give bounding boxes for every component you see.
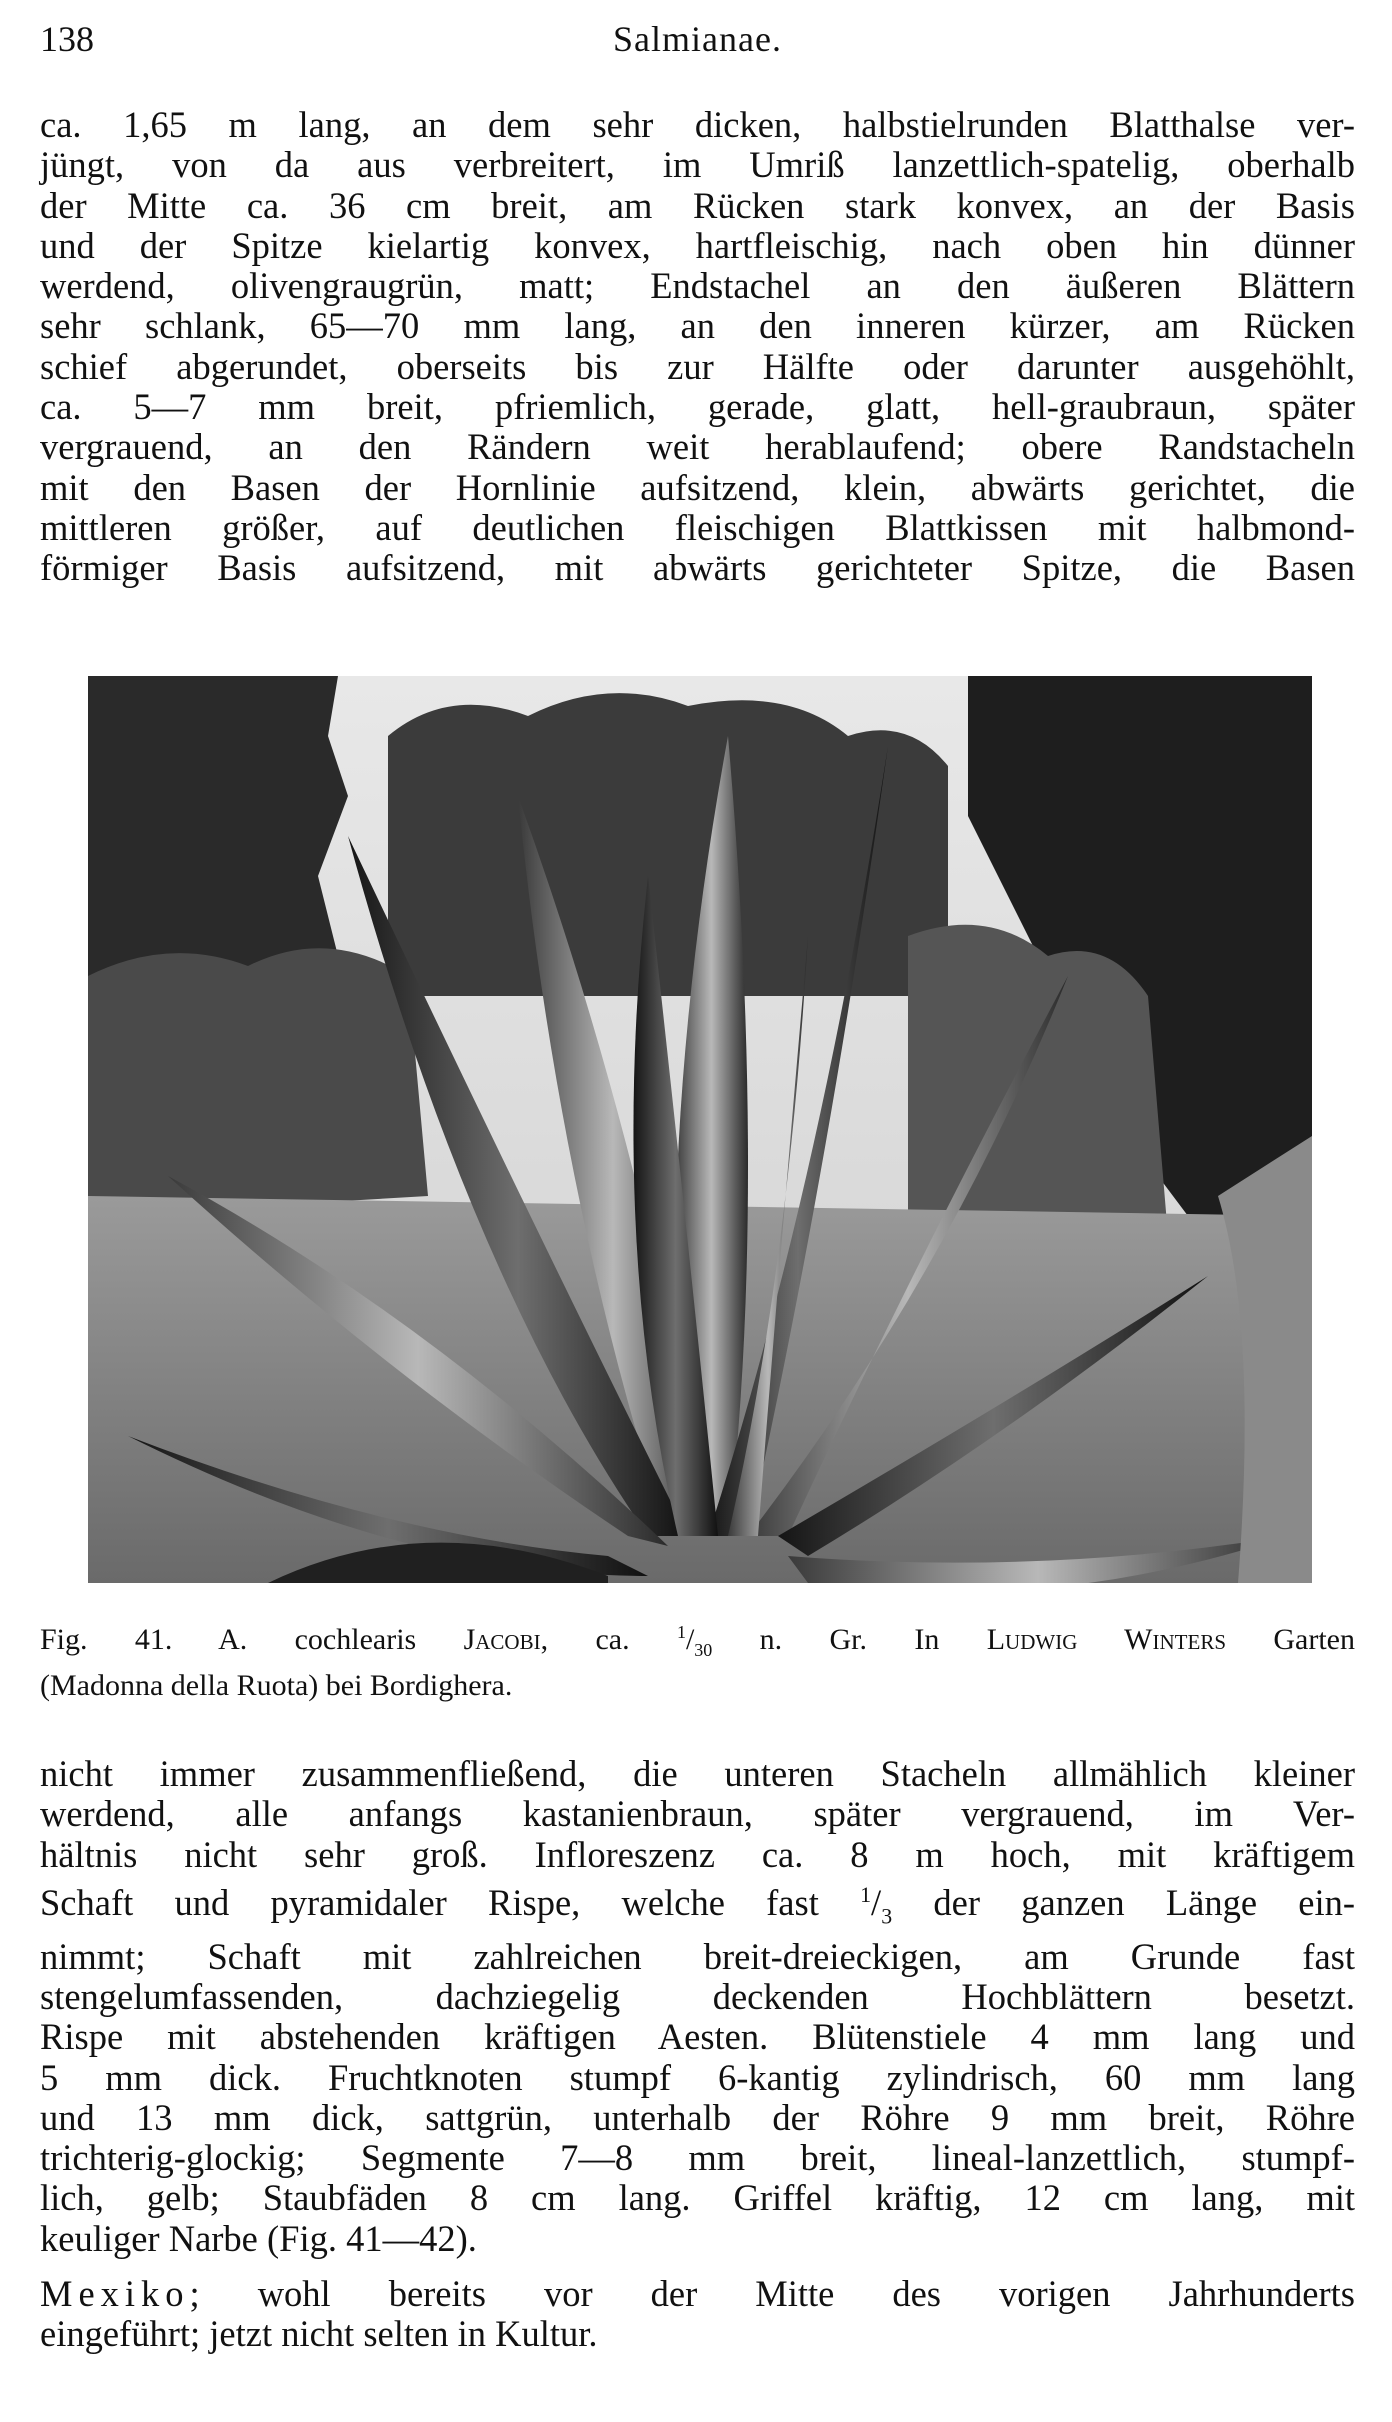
species-name: A. cochlearis <box>218 1623 417 1656</box>
agave-photograph <box>88 676 1312 1583</box>
text-line: der Mitte ca. 36 cm breit, am Rücken stark konvex, an der Basis <box>40 184 1355 226</box>
text-segment: der ganzen Länge ein- <box>933 1882 1356 1924</box>
text-line: nicht immer zusammenfließend, die unteren Stacheln allmählich kleiner <box>40 1753 1355 1794</box>
location-prefix: In <box>914 1623 940 1656</box>
figure-caption <box>40 1614 1355 1704</box>
scale-denominator: 30 <box>694 1640 713 1660</box>
scale-suffix: n. Gr. <box>759 1623 868 1656</box>
figure-label: Fig. 41. <box>40 1623 173 1656</box>
fraction-numerator: 1 <box>860 1881 872 1907</box>
text-line: lich, gelb; Staubfäden 8 cm lang. Griffel kräftig, 12 cm lang, mit <box>40 2177 1355 2219</box>
scale-prefix: , ca. <box>540 1623 630 1656</box>
text-line: mittleren größer, auf deutlichen fleischigen Blattkissen mit halbmond- <box>40 506 1355 548</box>
text-segment: Schaft und pyramidaler Rispe, welche fast <box>40 1882 819 1924</box>
paragraph-top <box>40 105 1355 589</box>
text-line: werdend, olivengraugrün, matt; Endstachel an den äußeren Blättern <box>40 265 1355 307</box>
country-name: Mexiko <box>40 2273 190 2314</box>
text-line: werdend, alle anfangs kastanienbraun, später vergrauend, im Ver- <box>40 1793 1355 1835</box>
page-header <box>40 14 1355 64</box>
text-line: förmiger Basis aufsitzend, mit abwärts gerichteter Spitze, die Basen <box>40 547 1355 589</box>
text-line: und 13 mm dick, sattgrün, unterhalb der Röhre 9 mm breit, Röhre <box>40 2096 1355 2138</box>
scale-numerator: 1 <box>676 1622 686 1642</box>
location-suffix: Garten <box>1273 1623 1355 1656</box>
text-line: Rispe mit abstehenden kräftigen Aesten. Blütenstiele 4 mm lang und <box>40 2016 1355 2058</box>
text-line: 5 mm dick. Fruchtknoten stumpf 6-kantig zylindrisch, 60 mm lang <box>40 2056 1355 2098</box>
running-head: Salmianae. <box>613 19 782 59</box>
text-line-fraction <box>40 1875 1355 1937</box>
page-number: 138 <box>40 19 94 59</box>
text-line: eingeführt; jetzt nicht selten in Kultur. <box>40 2313 598 2355</box>
text-line: hältnis nicht sehr groß. Infloreszenz ca. 8 m hoch, mit kräftigem <box>40 1833 1355 1875</box>
text-line <box>40 2274 1355 2314</box>
garden-owner: Ludwig Winters <box>986 1623 1227 1656</box>
species-author: Jacobi <box>463 1623 541 1656</box>
text-line: vergrauend, an den Rändern weit herablaufend; obere Randstacheln <box>40 426 1355 468</box>
text-line: ca. 5—7 mm breit, pfriemlich, gerade, glatt, hell-graubraun, später <box>40 386 1355 428</box>
text-line: ca. 1,65 m lang, an dem sehr dicken, halbstielrunden Blatthalse ver- <box>40 104 1355 145</box>
text-line: stengelumfassenden, dachziegelig deckenden Hochblättern besetzt. <box>40 1975 1355 2017</box>
fraction-denominator: 3 <box>881 1903 893 1929</box>
text-segment: ; wohl bereits vor der Mitte des vorigen Jahrhunderts <box>189 2273 1355 2314</box>
paragraph-bottom <box>40 2274 1355 2355</box>
agave-plant-illustration <box>88 676 1312 1583</box>
paragraph-middle <box>40 1754 1355 2259</box>
text-line: schief abgerundet, oberseits bis zur Hälfte oder darunter ausgehöhlt, <box>40 345 1355 387</box>
text-line: trichterig-glockig; Segmente 7—8 mm breit, lineal-lanzettlich, stumpf- <box>40 2137 1355 2179</box>
caption-line: (Madonna della Ruota) bei Bordighera. <box>40 1669 513 1702</box>
text-line: mit den Basen der Hornlinie aufsitzend, klein, abwärts gerichtet, die <box>40 466 1355 508</box>
fraction: $^1/_3$ <box>860 1881 893 1929</box>
text-line: jüngt, von da aus verbreitert, im Umriß lanzettlich-spatelig, oberhalb <box>40 144 1355 186</box>
text-line: nimmt; Schaft mit zahlreichen breit-dreieckigen, am Grunde fast <box>40 1935 1355 1977</box>
text-line: keuliger Narbe (Fig. 41—42). <box>40 2217 477 2259</box>
text-line: sehr schlank, 65—70 mm lang, an den inneren kürzer, am Rücken <box>40 305 1355 347</box>
caption-line: Fig. 41. A. cochlearis Jacobi, ca. $^1/_{30}$ n. Gr. In Ludwig Winters Garten <box>40 1622 1355 1660</box>
text-line: und der Spitze kielartig konvex, hartfleischig, nach oben hin dünner <box>40 224 1355 266</box>
